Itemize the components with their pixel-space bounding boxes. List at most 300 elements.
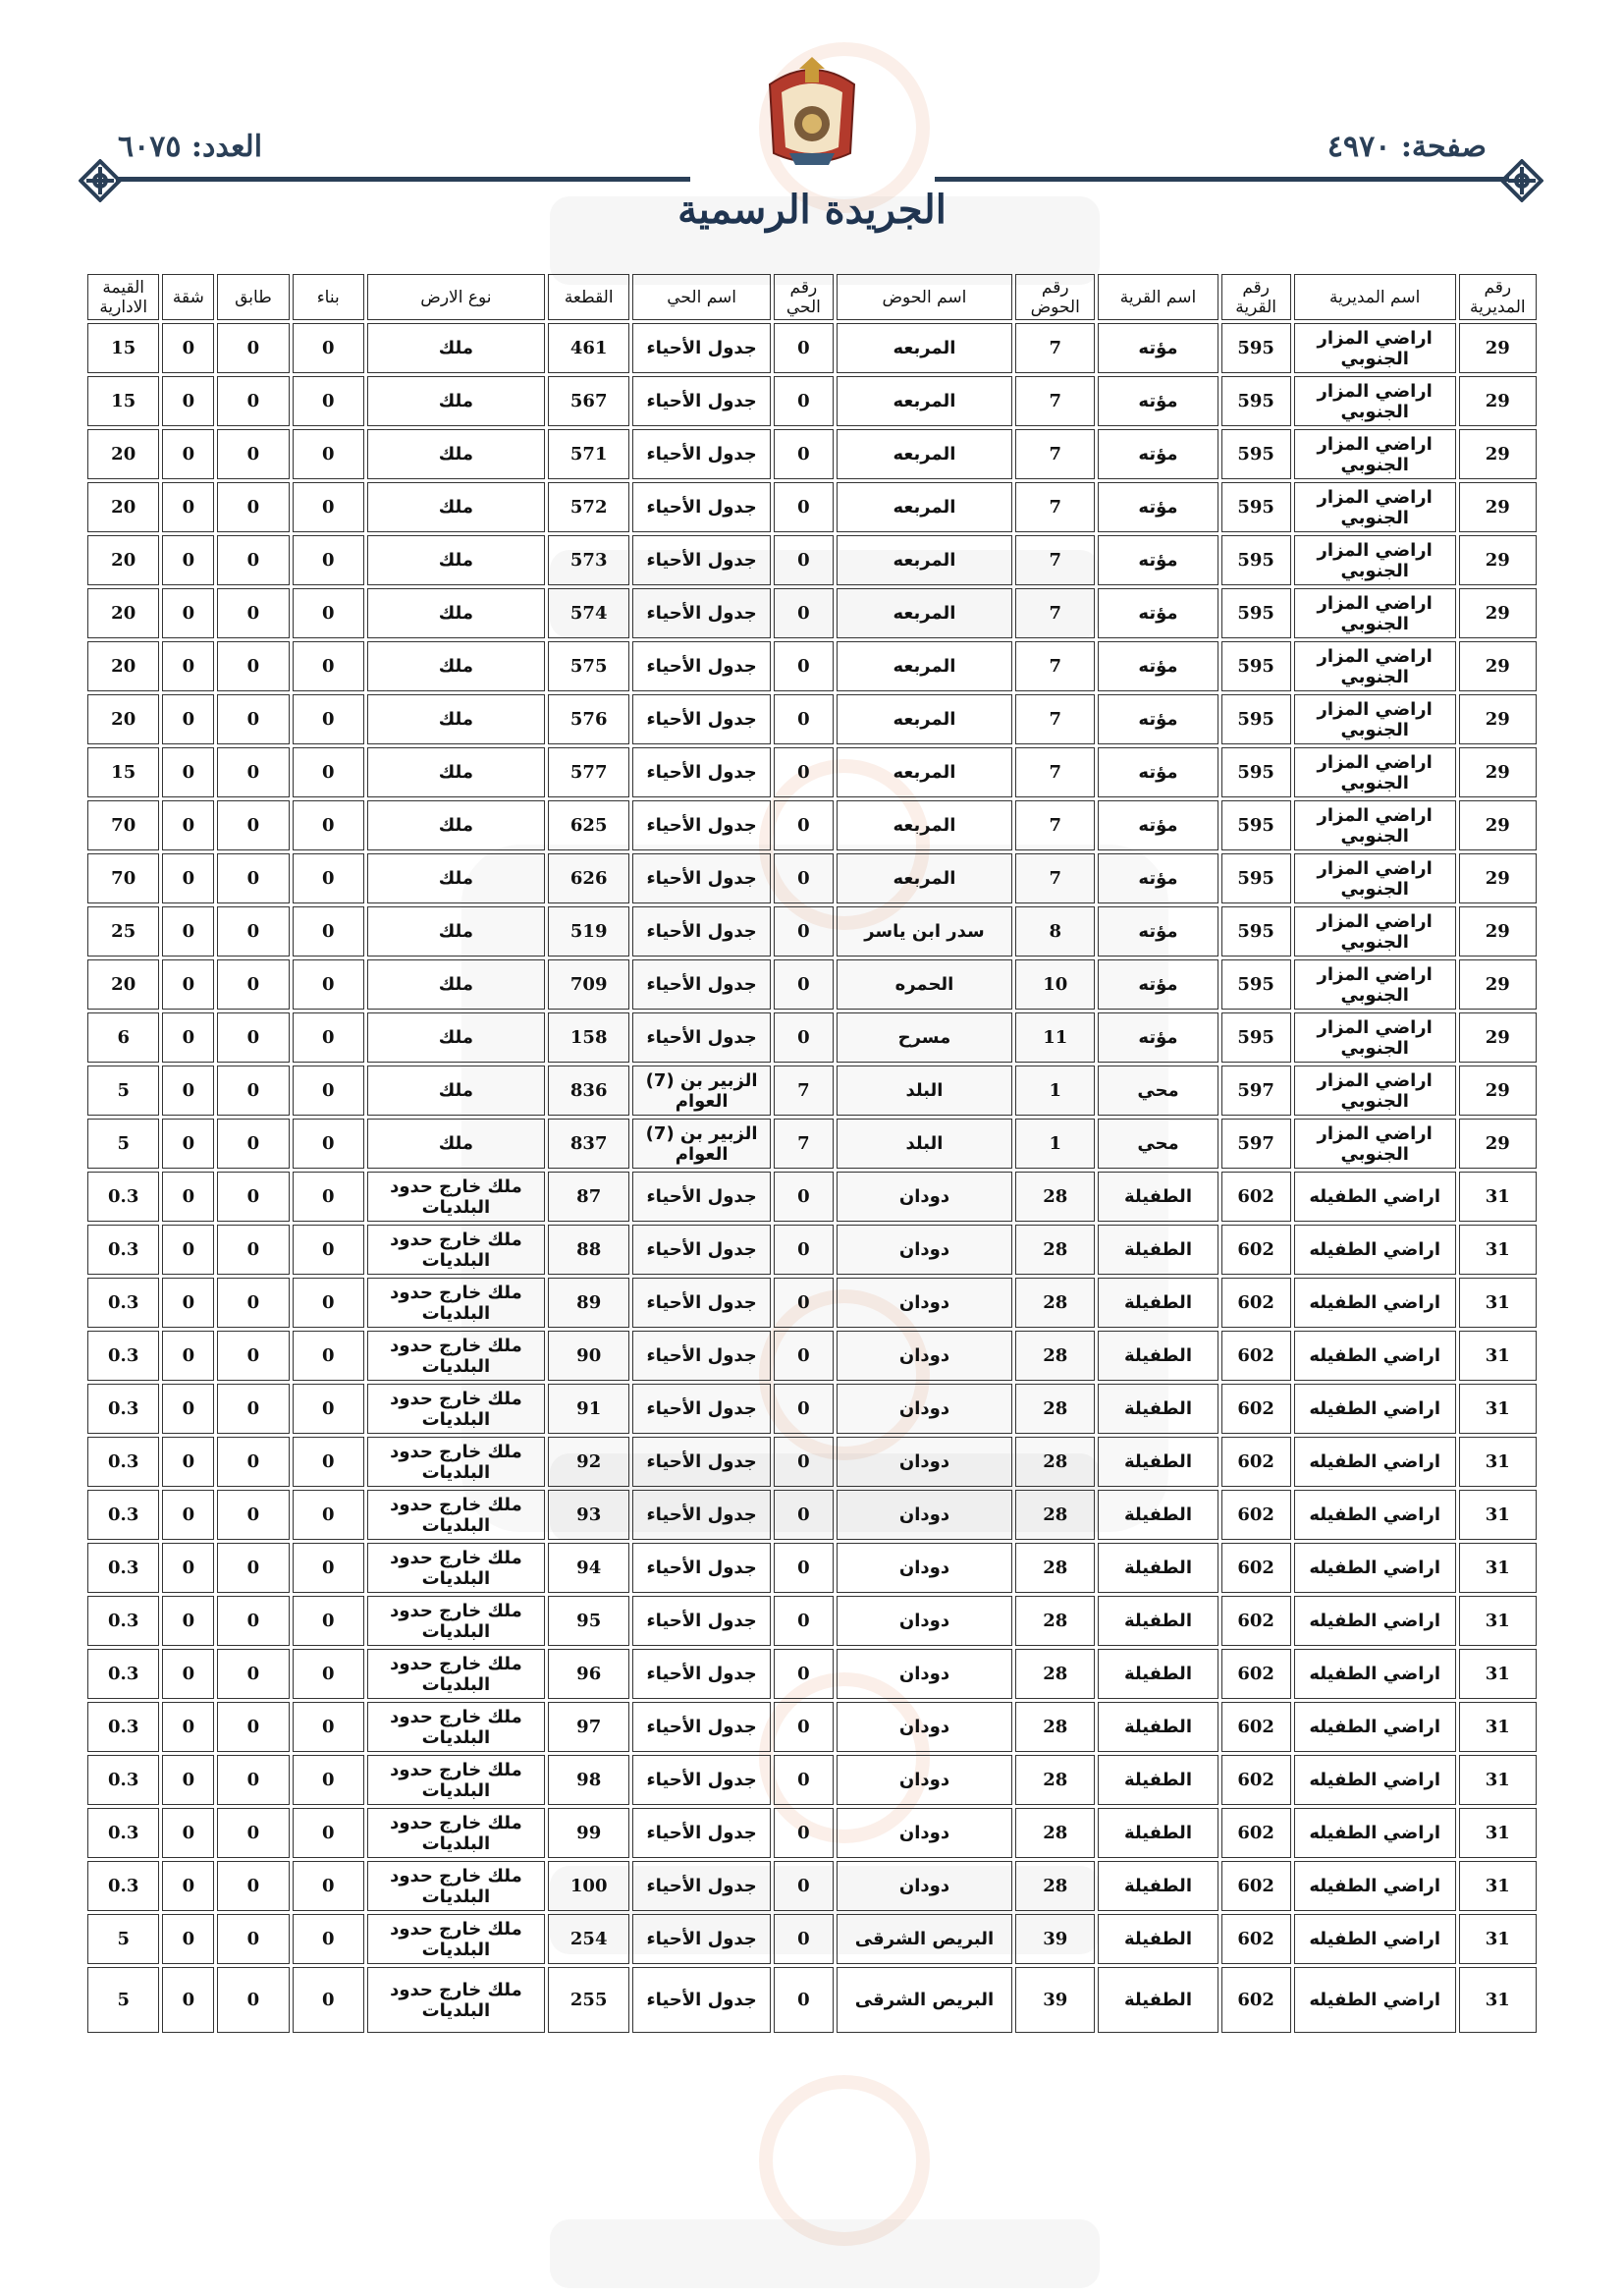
table-cell: 10	[1015, 959, 1095, 1010]
table-cell: 31	[1459, 1331, 1537, 1381]
table-cell: ملك	[367, 641, 545, 691]
table-cell: جدول الأحياء	[632, 1490, 770, 1540]
table-cell: 7	[1015, 482, 1095, 532]
table-cell: ملك	[367, 853, 545, 903]
table-cell: 602	[1221, 1543, 1291, 1593]
table-cell: 0	[293, 853, 364, 903]
table-row	[87, 959, 1537, 1010]
table-cell: 519	[548, 906, 629, 957]
table-cell: 0	[293, 1172, 364, 1222]
table-cell: 0	[293, 1437, 364, 1487]
table-body	[87, 323, 1537, 2033]
table-cell: 89	[548, 1278, 629, 1328]
table-cell: 0.3	[87, 1331, 159, 1381]
table-cell: 573	[548, 535, 629, 585]
table-cell: مؤته	[1098, 906, 1218, 957]
table-cell: 29	[1459, 1119, 1537, 1169]
table-cell: ملك	[367, 323, 545, 373]
table-cell: ملك خارج حدود البلديات	[367, 1755, 545, 1805]
table-cell: 0	[293, 1861, 364, 1911]
table-cell: 0	[293, 959, 364, 1010]
table-cell: 0	[162, 641, 214, 691]
table-cell: 0.3	[87, 1437, 159, 1487]
table-cell: 1	[1015, 1119, 1095, 1169]
issue-number: العدد: ٦٠٧٥	[118, 130, 263, 164]
table-row	[87, 1967, 1537, 2033]
table-cell: ملك	[367, 694, 545, 744]
table-cell: 0	[774, 1437, 834, 1487]
table-cell: 597	[1221, 1066, 1291, 1116]
table-cell: 0	[774, 1331, 834, 1381]
table-cell: 595	[1221, 429, 1291, 479]
table-row	[87, 641, 1537, 691]
table-row	[87, 1172, 1537, 1222]
table-cell: جدول الأحياء	[632, 1967, 770, 2033]
table-cell: اراضي الطفيله	[1294, 1596, 1456, 1646]
table-cell: 31	[1459, 1278, 1537, 1328]
table-cell: 0	[774, 482, 834, 532]
table-cell: اراضي الطفيله	[1294, 1649, 1456, 1699]
table-cell: جدول الأحياء	[632, 1861, 770, 1911]
table-row	[87, 906, 1537, 957]
table-cell: 0	[293, 694, 364, 744]
table-cell: 8	[1015, 906, 1095, 957]
table-cell: 595	[1221, 959, 1291, 1010]
table-cell: 5	[87, 1914, 159, 1964]
table-cell: 0	[162, 429, 214, 479]
table-cell: 70	[87, 853, 159, 903]
table-cell: 70	[87, 800, 159, 850]
col-header: رقم الحي	[774, 274, 834, 320]
table-cell: 0	[293, 1649, 364, 1699]
table-cell: 597	[1221, 1119, 1291, 1169]
table-row	[87, 1861, 1537, 1911]
table-cell: 602	[1221, 1649, 1291, 1699]
table-cell: 31	[1459, 1437, 1537, 1487]
table-cell: 0	[162, 800, 214, 850]
table-cell: 0	[774, 1755, 834, 1805]
table-cell: ملك	[367, 959, 545, 1010]
table-cell: 0	[217, 641, 289, 691]
table-cell: اراضي المزار الجنوبي	[1294, 959, 1456, 1010]
table-cell: 31	[1459, 1172, 1537, 1222]
table-cell: 93	[548, 1490, 629, 1540]
table-cell: 0	[293, 1384, 364, 1434]
table-cell: 7	[1015, 800, 1095, 850]
table-cell: الطفيلة	[1098, 1490, 1218, 1540]
table-cell: 0	[293, 641, 364, 691]
table-cell: 158	[548, 1012, 629, 1063]
table-cell: 28	[1015, 1172, 1095, 1222]
table-cell: دودان	[837, 1808, 1012, 1858]
table-cell: 0	[217, 800, 289, 850]
table-cell: 29	[1459, 1012, 1537, 1063]
table-cell: 0.3	[87, 1808, 159, 1858]
table-cell: محي	[1098, 1119, 1218, 1169]
table-cell: 0	[293, 747, 364, 797]
table-cell: ملك خارج حدود البلديات	[367, 1225, 545, 1275]
table-cell: 29	[1459, 853, 1537, 903]
col-header: اسم الحوض	[837, 274, 1012, 320]
table-cell: ملك خارج حدود البلديات	[367, 1172, 545, 1222]
table-cell: 0	[217, 1914, 289, 1964]
table-cell: جدول الأحياء	[632, 323, 770, 373]
table-row	[87, 1755, 1537, 1805]
table-cell: 0.3	[87, 1225, 159, 1275]
table-cell: دودان	[837, 1702, 1012, 1752]
table-row	[87, 1649, 1537, 1699]
table-cell: جدول الأحياء	[632, 1437, 770, 1487]
table-cell: 0	[162, 588, 214, 638]
table-cell: مؤته	[1098, 1012, 1218, 1063]
table-cell: البلد	[837, 1066, 1012, 1116]
table-cell: ملك خارج حدود البلديات	[367, 1914, 545, 1964]
table-row	[87, 1596, 1537, 1646]
table-row	[87, 376, 1537, 426]
table-cell: 837	[548, 1119, 629, 1169]
table-cell: 0	[774, 588, 834, 638]
table-cell: مؤته	[1098, 800, 1218, 850]
table-cell: 15	[87, 747, 159, 797]
table-row	[87, 1225, 1537, 1275]
header-rule-left	[116, 177, 690, 182]
table-cell: دودان	[837, 1649, 1012, 1699]
table-cell: 0	[217, 1543, 289, 1593]
table-cell: 0	[162, 1278, 214, 1328]
table-cell: 1	[1015, 1066, 1095, 1116]
col-header: طابق	[217, 274, 289, 320]
table-cell: اراضي الطفيله	[1294, 1808, 1456, 1858]
table-cell: المربعه	[837, 429, 1012, 479]
table-cell: 0	[217, 1649, 289, 1699]
table-cell: 0	[293, 1066, 364, 1116]
col-header: رقم المديرية	[1459, 274, 1537, 320]
table-cell: اراضي المزار الجنوبي	[1294, 641, 1456, 691]
table-row	[87, 1490, 1537, 1540]
table-cell: 595	[1221, 641, 1291, 691]
col-header: اسم الحي	[632, 274, 770, 320]
table-cell: 602	[1221, 1278, 1291, 1328]
table-cell: 602	[1221, 1437, 1291, 1487]
table-cell: 0	[217, 853, 289, 903]
table-cell: مؤته	[1098, 747, 1218, 797]
table-cell: اراضي الطفيله	[1294, 1278, 1456, 1328]
table-cell: اراضي الطفيله	[1294, 1437, 1456, 1487]
table-cell: ملك خارج حدود البلديات	[367, 1543, 545, 1593]
table-cell: الزبير بن (7) العوام	[632, 1119, 770, 1169]
table-cell: 0	[162, 1543, 214, 1593]
table-cell: دودان	[837, 1437, 1012, 1487]
table-cell: اراضي الطفيله	[1294, 1755, 1456, 1805]
table-cell: 0	[293, 588, 364, 638]
table-cell: 31	[1459, 1384, 1537, 1434]
table-cell: 0	[217, 535, 289, 585]
table-cell: ملك خارج حدود البلديات	[367, 1967, 545, 2033]
table-cell: 97	[548, 1702, 629, 1752]
table-cell: جدول الأحياء	[632, 1914, 770, 1964]
table-cell: 602	[1221, 1596, 1291, 1646]
col-header: بناء	[293, 274, 364, 320]
table-cell: الطفيلة	[1098, 1384, 1218, 1434]
table-cell: ملك خارج حدود البلديات	[367, 1596, 545, 1646]
table-cell: 572	[548, 482, 629, 532]
table-cell: جدول الأحياء	[632, 376, 770, 426]
table-cell: 0	[162, 482, 214, 532]
table-cell: 95	[548, 1596, 629, 1646]
table-row	[87, 747, 1537, 797]
table-cell: 0	[293, 906, 364, 957]
table-cell: ملك	[367, 482, 545, 532]
table-cell: 20	[87, 641, 159, 691]
table-cell: 461	[548, 323, 629, 373]
table-cell: 0	[774, 1861, 834, 1911]
table-cell: 0	[162, 959, 214, 1010]
table-cell: 0	[162, 853, 214, 903]
table-cell: 0	[217, 588, 289, 638]
table-cell: مؤته	[1098, 959, 1218, 1010]
table-cell: 0	[217, 1755, 289, 1805]
table-cell: جدول الأحياء	[632, 747, 770, 797]
table-cell: 0	[293, 1119, 364, 1169]
table-cell: جدول الأحياء	[632, 588, 770, 638]
col-header: اسم القرية	[1098, 274, 1218, 320]
table-cell: ملك خارج حدود البلديات	[367, 1278, 545, 1328]
page-number: صفحة: ٤٩٧٠	[1326, 130, 1487, 164]
table-cell: 5	[87, 1119, 159, 1169]
table-cell: الطفيلة	[1098, 1278, 1218, 1328]
table-cell: 0	[217, 906, 289, 957]
table-cell: الطفيلة	[1098, 1225, 1218, 1275]
table-cell: 0	[217, 959, 289, 1010]
table-cell: المربعه	[837, 588, 1012, 638]
table-cell: 5	[87, 1066, 159, 1116]
table-cell: 31	[1459, 1649, 1537, 1699]
table-cell: 0.3	[87, 1861, 159, 1911]
table-cell: 0	[774, 1543, 834, 1593]
table-cell: 602	[1221, 1914, 1291, 1964]
table-cell: 28	[1015, 1649, 1095, 1699]
table-cell: 0	[293, 1967, 364, 2033]
table-row	[87, 1702, 1537, 1752]
table-cell: 574	[548, 588, 629, 638]
table-cell: ملك خارج حدود البلديات	[367, 1437, 545, 1487]
table-cell: 0	[293, 1225, 364, 1275]
table-cell: 255	[548, 1967, 629, 2033]
table-cell: 0	[774, 747, 834, 797]
table-cell: 602	[1221, 1490, 1291, 1540]
table-cell: 0.3	[87, 1278, 159, 1328]
table-cell: 595	[1221, 906, 1291, 957]
table-cell: دودان	[837, 1384, 1012, 1434]
table-cell: 0	[293, 1331, 364, 1381]
table-cell: اراضي الطفيله	[1294, 1331, 1456, 1381]
table-cell: البريص الشرقى	[837, 1967, 1012, 2033]
table-cell: ملك خارج حدود البلديات	[367, 1490, 545, 1540]
table-cell: 0	[162, 1649, 214, 1699]
table-cell: 0	[293, 1596, 364, 1646]
table-cell: 29	[1459, 376, 1537, 426]
table-cell: 7	[1015, 853, 1095, 903]
table-cell: 0	[217, 1066, 289, 1116]
table-cell: 29	[1459, 694, 1537, 744]
table-cell: جدول الأحياء	[632, 482, 770, 532]
table-cell: 0	[162, 1808, 214, 1858]
table-cell: جدول الأحياء	[632, 1225, 770, 1275]
table-cell: 0	[217, 1012, 289, 1063]
table-cell: 31	[1459, 1702, 1537, 1752]
table-cell: ملك خارج حدود البلديات	[367, 1331, 545, 1381]
table-cell: 0	[774, 1225, 834, 1275]
table-cell: 0.3	[87, 1702, 159, 1752]
table-cell: 39	[1015, 1914, 1095, 1964]
table-cell: الطفيلة	[1098, 1331, 1218, 1381]
table-row	[87, 323, 1537, 373]
table-cell: اراضي الطفيله	[1294, 1967, 1456, 2033]
table-cell: جدول الأحياء	[632, 959, 770, 1010]
table-cell: 29	[1459, 800, 1537, 850]
table-cell: اراضي المزار الجنوبي	[1294, 1066, 1456, 1116]
table-cell: ملك	[367, 747, 545, 797]
table-cell: 0	[774, 1914, 834, 1964]
table-cell: 31	[1459, 1596, 1537, 1646]
table-cell: جدول الأحياء	[632, 1278, 770, 1328]
table-cell: 7	[1015, 429, 1095, 479]
table-cell: 28	[1015, 1331, 1095, 1381]
table-cell: 0	[293, 429, 364, 479]
table-cell: 0	[774, 429, 834, 479]
table-cell: اراضي المزار الجنوبي	[1294, 535, 1456, 585]
table-cell: 29	[1459, 535, 1537, 585]
table-cell: 0	[774, 1012, 834, 1063]
table-cell: 575	[548, 641, 629, 691]
col-header: اسم المديرية	[1294, 274, 1456, 320]
table-cell: ملك	[367, 429, 545, 479]
table-cell: 709	[548, 959, 629, 1010]
table-cell: الطفيلة	[1098, 1649, 1218, 1699]
col-header: شقة	[162, 274, 214, 320]
table-cell: المربعه	[837, 641, 1012, 691]
table-cell: 15	[87, 376, 159, 426]
table-cell: 29	[1459, 641, 1537, 691]
table-cell: 595	[1221, 535, 1291, 585]
table-cell: الطفيلة	[1098, 1596, 1218, 1646]
journal-title: الجريدة الرسمية	[677, 187, 947, 233]
table-cell: الزبير بن (7) العوام	[632, 1066, 770, 1116]
table-cell: 0	[293, 800, 364, 850]
table-row	[87, 482, 1537, 532]
table-cell: مسرح	[837, 1012, 1012, 1063]
table-cell: اراضي الطفيله	[1294, 1702, 1456, 1752]
table-cell: مؤته	[1098, 376, 1218, 426]
table-cell: 0	[774, 641, 834, 691]
table-cell: محي	[1098, 1066, 1218, 1116]
table-cell: 0	[774, 853, 834, 903]
table-cell: اراضي المزار الجنوبي	[1294, 429, 1456, 479]
table-cell: اراضي المزار الجنوبي	[1294, 800, 1456, 850]
table-cell: 0	[162, 323, 214, 373]
table-cell: 0	[217, 1490, 289, 1540]
table-cell: المربعه	[837, 323, 1012, 373]
table-cell: الطفيلة	[1098, 1702, 1218, 1752]
table-cell: ملك	[367, 535, 545, 585]
table-cell: 29	[1459, 429, 1537, 479]
table-cell: 595	[1221, 747, 1291, 797]
table-cell: 7	[1015, 376, 1095, 426]
table-cell: 99	[548, 1808, 629, 1858]
table-row	[87, 1331, 1537, 1381]
table-cell: اراضي الطفيله	[1294, 1543, 1456, 1593]
table-cell: ملك خارج حدود البلديات	[367, 1384, 545, 1434]
table-cell: 0	[162, 906, 214, 957]
table-cell: جدول الأحياء	[632, 1808, 770, 1858]
table-cell: 20	[87, 429, 159, 479]
table-cell: 28	[1015, 1437, 1095, 1487]
table-cell: 571	[548, 429, 629, 479]
table-cell: 595	[1221, 323, 1291, 373]
table-cell: 0	[217, 1596, 289, 1646]
header-rule-right	[935, 177, 1509, 182]
table-cell: اراضي الطفيله	[1294, 1172, 1456, 1222]
table-cell: 0	[774, 1384, 834, 1434]
table-cell: جدول الأحياء	[632, 1012, 770, 1063]
table-cell: 602	[1221, 1808, 1291, 1858]
table-cell: الطفيلة	[1098, 1808, 1218, 1858]
table-row	[87, 853, 1537, 903]
table-cell: ملك	[367, 800, 545, 850]
table-cell: 31	[1459, 1543, 1537, 1593]
table-cell: 595	[1221, 800, 1291, 850]
table-cell: 31	[1459, 1755, 1537, 1805]
table-cell: اراضي المزار الجنوبي	[1294, 482, 1456, 532]
table-cell: جدول الأحياء	[632, 694, 770, 744]
table-header-row	[87, 274, 1537, 320]
table-cell: دودان	[837, 1543, 1012, 1593]
table-cell: 31	[1459, 1808, 1537, 1858]
table-cell: 20	[87, 694, 159, 744]
table-cell: جدول الأحياء	[632, 641, 770, 691]
table-cell: 577	[548, 747, 629, 797]
table-cell: ملك خارج حدود البلديات	[367, 1649, 545, 1699]
table-cell: اراضي المزار الجنوبي	[1294, 1012, 1456, 1063]
table-cell: 29	[1459, 906, 1537, 957]
table-cell: 0	[774, 1702, 834, 1752]
table-row	[87, 429, 1537, 479]
table-cell: 0	[293, 1543, 364, 1593]
table-cell: 0	[293, 323, 364, 373]
table-cell: مؤته	[1098, 853, 1218, 903]
table-cell: 31	[1459, 1225, 1537, 1275]
table-cell: 0	[217, 747, 289, 797]
table-cell: المربعه	[837, 853, 1012, 903]
table-cell: 595	[1221, 588, 1291, 638]
table-cell: 0	[162, 1490, 214, 1540]
table-cell: الطفيلة	[1098, 1755, 1218, 1805]
table-cell: جدول الأحياء	[632, 1543, 770, 1593]
table-cell: 90	[548, 1331, 629, 1381]
table-cell: 0	[162, 1755, 214, 1805]
table-cell: 0.3	[87, 1649, 159, 1699]
table-cell: 595	[1221, 694, 1291, 744]
col-header: القيمة الادارية	[87, 274, 159, 320]
table-cell: 0	[293, 535, 364, 585]
table-cell: 0.3	[87, 1596, 159, 1646]
table-cell: 7	[1015, 641, 1095, 691]
table-cell: اراضي المزار الجنوبي	[1294, 588, 1456, 638]
table-cell: 0	[217, 1437, 289, 1487]
table-cell: 0	[774, 800, 834, 850]
table-row	[87, 588, 1537, 638]
table-cell: 88	[548, 1225, 629, 1275]
